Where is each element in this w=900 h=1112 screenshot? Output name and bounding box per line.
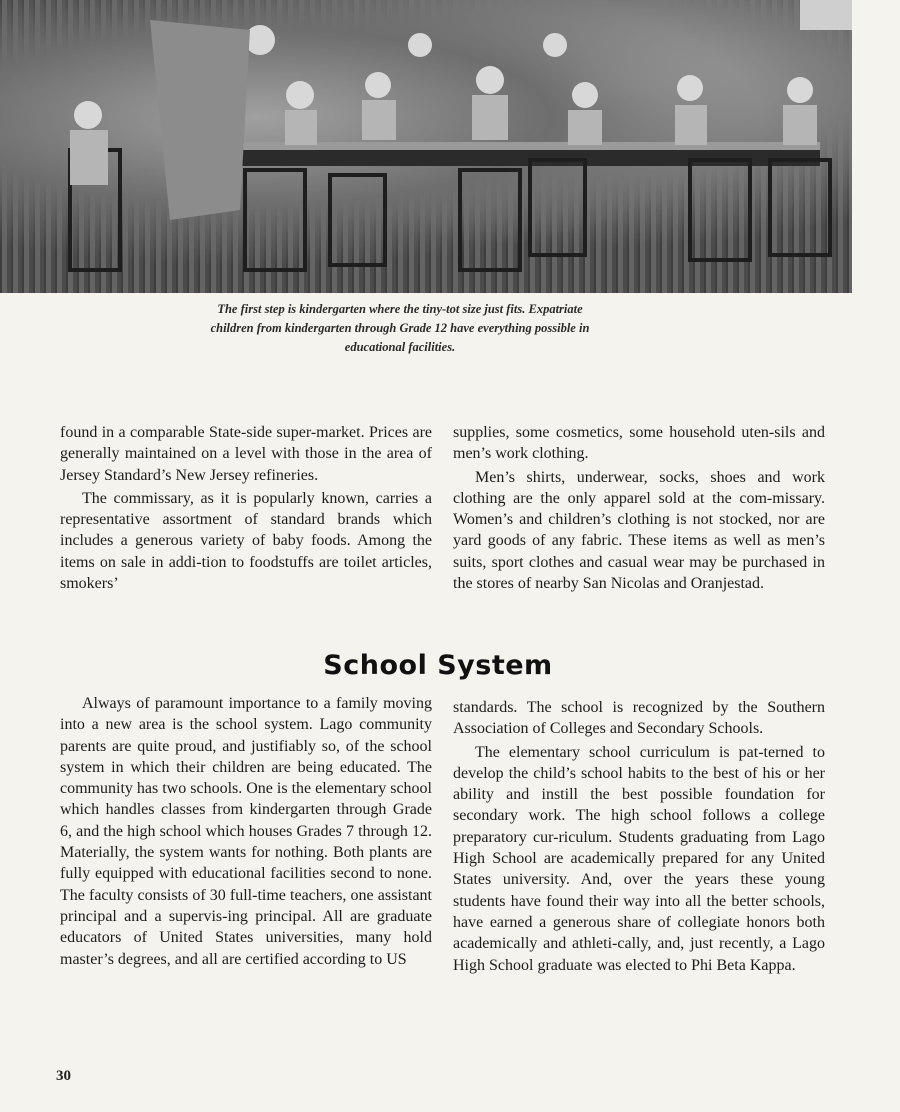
caption-line: educational facilities. [344, 340, 456, 354]
paragraph: The commissary, as it is popularly known, carries a representative assortment of standard brands which includes a generous variety of baby foods. Among the items on sale in addi-tion to foodstuffs are toilet articles, smokers’ [60, 489, 432, 593]
paragraph: found in a comparable State-side super-market. Prices are generally maintained on a level with those in the area of Jersey Standard’s New Jersey refineries. [60, 424, 432, 484]
section-heading: School System [323, 650, 553, 681]
lower-right-column [453, 697, 825, 976]
classroom-photo [0, 0, 852, 293]
caption-line: children from kindergarten through Grade 12 have everything possible in [210, 321, 590, 335]
paragraph: Men’s shirts, underwear, socks, shoes and work clothing are the only apparel sold at the com-missary. Women’s and children’s clothing is not stocked, nor are yard goods of any fabric. These items as well as men’s suits, sport clothes and casual wear may be purchased in the stores of nearby San Nicolas and Oranjestad. [453, 468, 825, 593]
photo-illustration [0, 0, 852, 293]
upper-right-column [453, 422, 825, 594]
photo-caption [120, 300, 680, 357]
paragraph: supplies, some cosmetics, some household uten-sils and men’s work clothing. [453, 424, 825, 463]
page-number: 30 [56, 1068, 71, 1084]
upper-left-column [60, 422, 432, 594]
paragraph: The elementary school curriculum is pat-terned to develop the child’s school habits to the best of his or her ability and instill the best possible foundation for secondary work. The high school follows a college preparatory cur-riculum. Students graduating from Lago High School are academically prepared for any United States university. And, over the years these young students have found their way into all the better schools, have earned a generous share of collegiate honors both academically and athleti-cally, and, just recently, a Lago High School graduate was elected to Phi Beta Kappa. [453, 743, 825, 974]
paragraph: Always of paramount importance to a family moving into a new area is the school system. Lago community parents are quite proud, and justifiably so, of the school system in which their children are being educated. The community has two schools. One is the elementary school which handles classes from kindergarten through Grade 6, and the high school which houses Grades 7 through 12. Materially, the system wants for nothing. Both plants are fully equipped with educational facilities second to none. The faculty consists of 30 full-time teachers, one assistant principal and a supervis-ing principal. All are graduate educators of United States universities, many hold master’s degrees, and all are certified according to US [60, 695, 432, 968]
paragraph: standards. The school is recognized by the Southern Association of Colleges and Secondary Schools. [453, 699, 825, 738]
caption-line: The first step is kindergarten where the tiny-tot size just fits. Expatriate [217, 302, 583, 316]
lower-left-column [60, 693, 432, 970]
